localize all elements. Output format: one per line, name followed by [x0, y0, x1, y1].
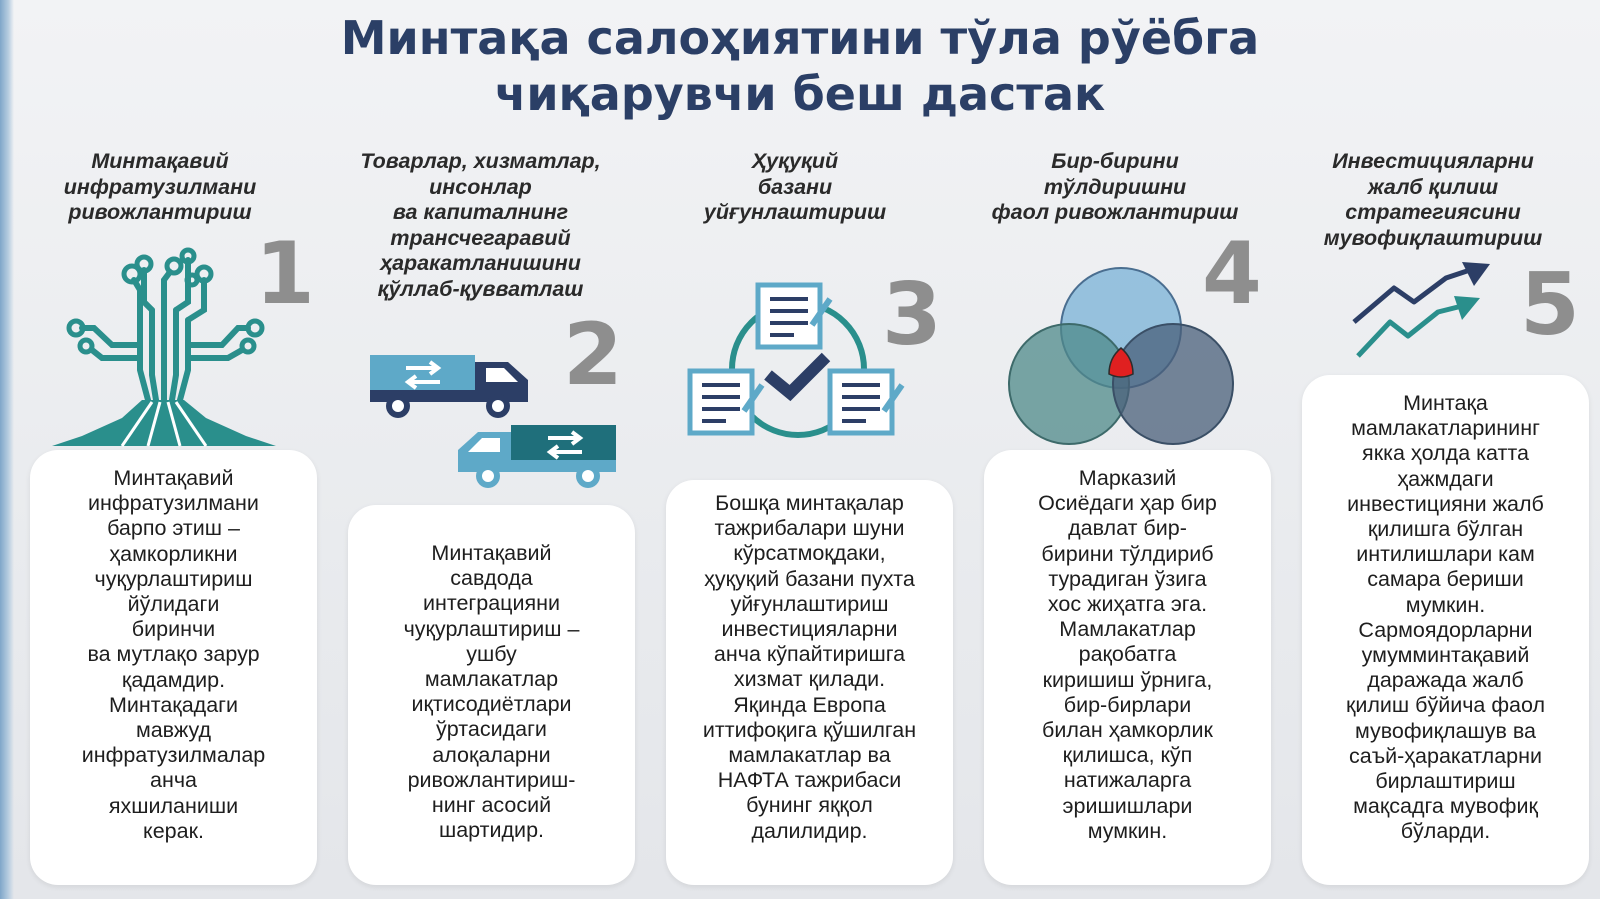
lever-text-5-line: Минтақа: [1403, 391, 1488, 415]
lever-text-1-line: биринчи: [131, 617, 216, 642]
lever-text-4-line: бирини тўлдириб: [1041, 541, 1214, 566]
lever-text-1: [30, 466, 317, 844]
lever-text-2-line: алоқаларни: [432, 742, 551, 767]
lever-text-4-line: Мамлакатлар: [1059, 617, 1196, 642]
lever-text-2-line: чуқурлаштириш –: [403, 616, 580, 641]
lever-text-1-line: қадамдир.: [121, 667, 226, 692]
lever-heading-4-line: фаол ривожлантириш: [991, 200, 1239, 224]
lever-text-4-line: бир-бирлари: [1063, 692, 1192, 717]
lever-text-5-line: мақсадга мувофиқ: [1353, 794, 1538, 819]
trucks-icon: [368, 350, 628, 505]
lever-heading-3-line: Ҳуқуқий: [751, 149, 839, 173]
lever-heading-5-line: стратегиясини: [1345, 200, 1521, 224]
page-title-line-2: чиқарувчи беш дастак: [494, 67, 1106, 121]
lever-heading-2-line: қўллаб-қувватлаш: [377, 276, 584, 301]
page-title-line-1: Минтақа салоҳиятини тўла рўёбга: [340, 11, 1260, 65]
lever-text-5: [1302, 391, 1589, 845]
lever-heading-5-line: мувофиқлаштириш: [1323, 225, 1543, 250]
lever-text-3-line: бунинг яққол: [746, 793, 873, 818]
lever-number-1: 1: [255, 224, 315, 324]
lever-heading-3-line: базани: [757, 174, 833, 199]
lever-text-2-line: Минтақавий: [431, 541, 552, 565]
lever-number-5: 5: [1520, 255, 1580, 355]
lever-heading-2-line: ва капиталнинг: [392, 200, 569, 224]
lever-text-3-line: иттифоқига қўшилган: [702, 717, 917, 742]
lever-text-5-line: мумкин.: [1405, 592, 1486, 617]
lever-text-5-line: бирлаштириш: [1375, 769, 1516, 794]
lever-text-3-line: далилидир.: [751, 818, 868, 843]
lever-text-5-line: қилишга бўлган: [1367, 517, 1524, 542]
lever-text-4-line: билан ҳамкорлик: [1042, 718, 1213, 743]
lever-text-3-line: инвестицияларни: [721, 617, 898, 642]
lever-text-5-line: самара бериши: [1367, 567, 1524, 592]
page-title: [200, 10, 1400, 122]
lever-heading-2-line: инсонлар: [429, 174, 532, 199]
lever-heading-2: [318, 149, 643, 302]
lever-text-2-line: ривожлантириш-: [407, 767, 576, 792]
lever-text-4-line: қилишса, кўп: [1062, 743, 1193, 768]
lever-heading-1: [15, 149, 305, 226]
growth-arrows-icon: [1350, 262, 1500, 362]
lever-heading-5-line: жалб қилиш: [1367, 174, 1499, 199]
lever-text-2-line: ўртасидаги: [436, 717, 547, 742]
lever-text-1-line: инфратузилмани: [88, 491, 259, 516]
lever-text-1-line: яхшиланиши: [108, 793, 239, 818]
lever-text-5-line: қилиш бўйича фаол: [1345, 693, 1546, 718]
lever-text-2-line: шартидир.: [438, 818, 545, 843]
venn-diagram-icon: [995, 270, 1245, 452]
lever-text-5-line: Сармоядорларни: [1358, 617, 1533, 642]
lever-text-3-line: тажрибалари шуни: [714, 516, 905, 541]
lever-heading-1-line: ривожлантириш: [68, 200, 252, 224]
lever-text-4-line: Осиёдаги ҳар бир: [1038, 491, 1217, 516]
lever-text-1-line: йўлидаги: [127, 592, 220, 617]
lever-text-4-line: мумкин.: [1087, 818, 1168, 843]
lever-text-1-line: ҳамкорликни: [109, 541, 238, 566]
lever-text-3-line: Бошқа минтақалар: [715, 491, 904, 515]
lever-text-4-line: давлат бир-: [1068, 516, 1187, 541]
lever-text-1-line: мавжуд: [135, 718, 212, 743]
lever-text-3-line: уйғунлаштириш: [730, 591, 889, 616]
lever-text-5-line: умумминтақавий: [1361, 643, 1530, 668]
lever-heading-3-line: уйғунлаштириш: [703, 200, 887, 224]
lever-text-3-line: НАФТА тажрибаси: [717, 768, 902, 793]
lever-text-1-line: чуқурлаштириш: [94, 566, 253, 591]
lever-text-2-line: савдода: [450, 566, 533, 591]
lever-heading-4: [945, 149, 1285, 226]
lever-text-3-line: хизмат қилади.: [733, 667, 886, 692]
lever-heading-5: [1278, 149, 1588, 251]
lever-number-2: 2: [563, 305, 623, 405]
lever-heading-3: [660, 149, 930, 226]
lever-heading-2-line: Товарлар, хизматлар,: [360, 149, 601, 173]
lever-text-5-line: даражада жалб: [1367, 668, 1524, 693]
lever-text-2-line: нинг асосий: [431, 793, 552, 818]
lever-text-5-line: бўларди.: [1400, 819, 1491, 844]
lever-text-1-line: барпо этиш –: [107, 516, 240, 541]
lever-text-2: [348, 541, 635, 843]
lever-text-5-line: интилишлари кам: [1356, 542, 1535, 567]
lever-text-4-line: эришишлари: [1062, 793, 1193, 818]
lever-heading-2-line: ҳаракатланишини: [380, 251, 581, 275]
lever-text-5-line: ҳажмдаги: [1397, 466, 1494, 491]
lever-text-4-line: киришиш ўрнига,: [1042, 667, 1213, 692]
lever-heading-2-line: трансчегаравий: [390, 225, 571, 250]
left-edge-decoration: [0, 0, 14, 899]
lever-text-5-line: якка ҳолда катта: [1362, 441, 1529, 466]
lever-text-2-line: мамлакатлар: [424, 667, 559, 692]
lever-text-3-line: кўрсатмоқдаки,: [733, 541, 886, 566]
lever-heading-1-line: инфратузилмани: [63, 174, 257, 199]
lever-text-1-line: керак.: [143, 818, 204, 843]
lever-text-2-line: ушбу: [466, 641, 517, 666]
lever-text-3-line: анча кўпайтиришга: [713, 642, 906, 667]
lever-text-1-line: анча: [150, 768, 197, 793]
lever-text-5-line: саъй-ҳаракатларни: [1348, 743, 1543, 768]
documents-check-icon: [690, 285, 910, 445]
lever-text-4-line: Марказий: [1078, 466, 1177, 490]
tree-circuit-icon: [52, 250, 282, 450]
lever-text-4-line: хос жиҳатга эга.: [1047, 592, 1208, 617]
lever-text-4: [984, 466, 1271, 844]
lever-text-1-line: Минтақадаги: [108, 692, 239, 717]
lever-text-1-line: ва мутлақо зарур: [87, 642, 260, 667]
lever-heading-4-line: Бир-бирини: [1051, 149, 1179, 173]
lever-text-2-line: иқтисодиётлари: [411, 692, 572, 717]
lever-text-4-line: турадиган ўзига: [1048, 566, 1207, 591]
lever-text-5-line: мамлакатларининг: [1351, 416, 1540, 441]
lever-heading-1-line: Минтақавий: [91, 149, 229, 173]
lever-heading-5-line: Инвестицияларни: [1332, 149, 1534, 173]
lever-text-1-line: Минтақавий: [113, 466, 234, 490]
lever-text-3: [655, 491, 964, 844]
lever-text-3-line: Яқинда Европа: [733, 692, 886, 717]
lever-text-3-line: мамлакатлар ва: [728, 743, 891, 768]
lever-text-2-line: интеграцияни: [422, 591, 561, 616]
lever-text-5-line: мувофиқлашув ва: [1354, 718, 1537, 743]
lever-text-4-line: натижаларга: [1063, 768, 1192, 793]
lever-text-5-line: инвестицияни жалб: [1347, 491, 1544, 516]
lever-number-3: 3: [882, 265, 942, 365]
lever-text-1-line: инфратузилмалар: [81, 743, 266, 768]
lever-number-4: 4: [1202, 224, 1262, 324]
lever-text-3-line: ҳуқуқий базани пухта: [704, 566, 915, 591]
lever-text-4-line: рақобатга: [1078, 642, 1177, 667]
lever-heading-4-line: тўлдиришни: [1043, 174, 1187, 199]
